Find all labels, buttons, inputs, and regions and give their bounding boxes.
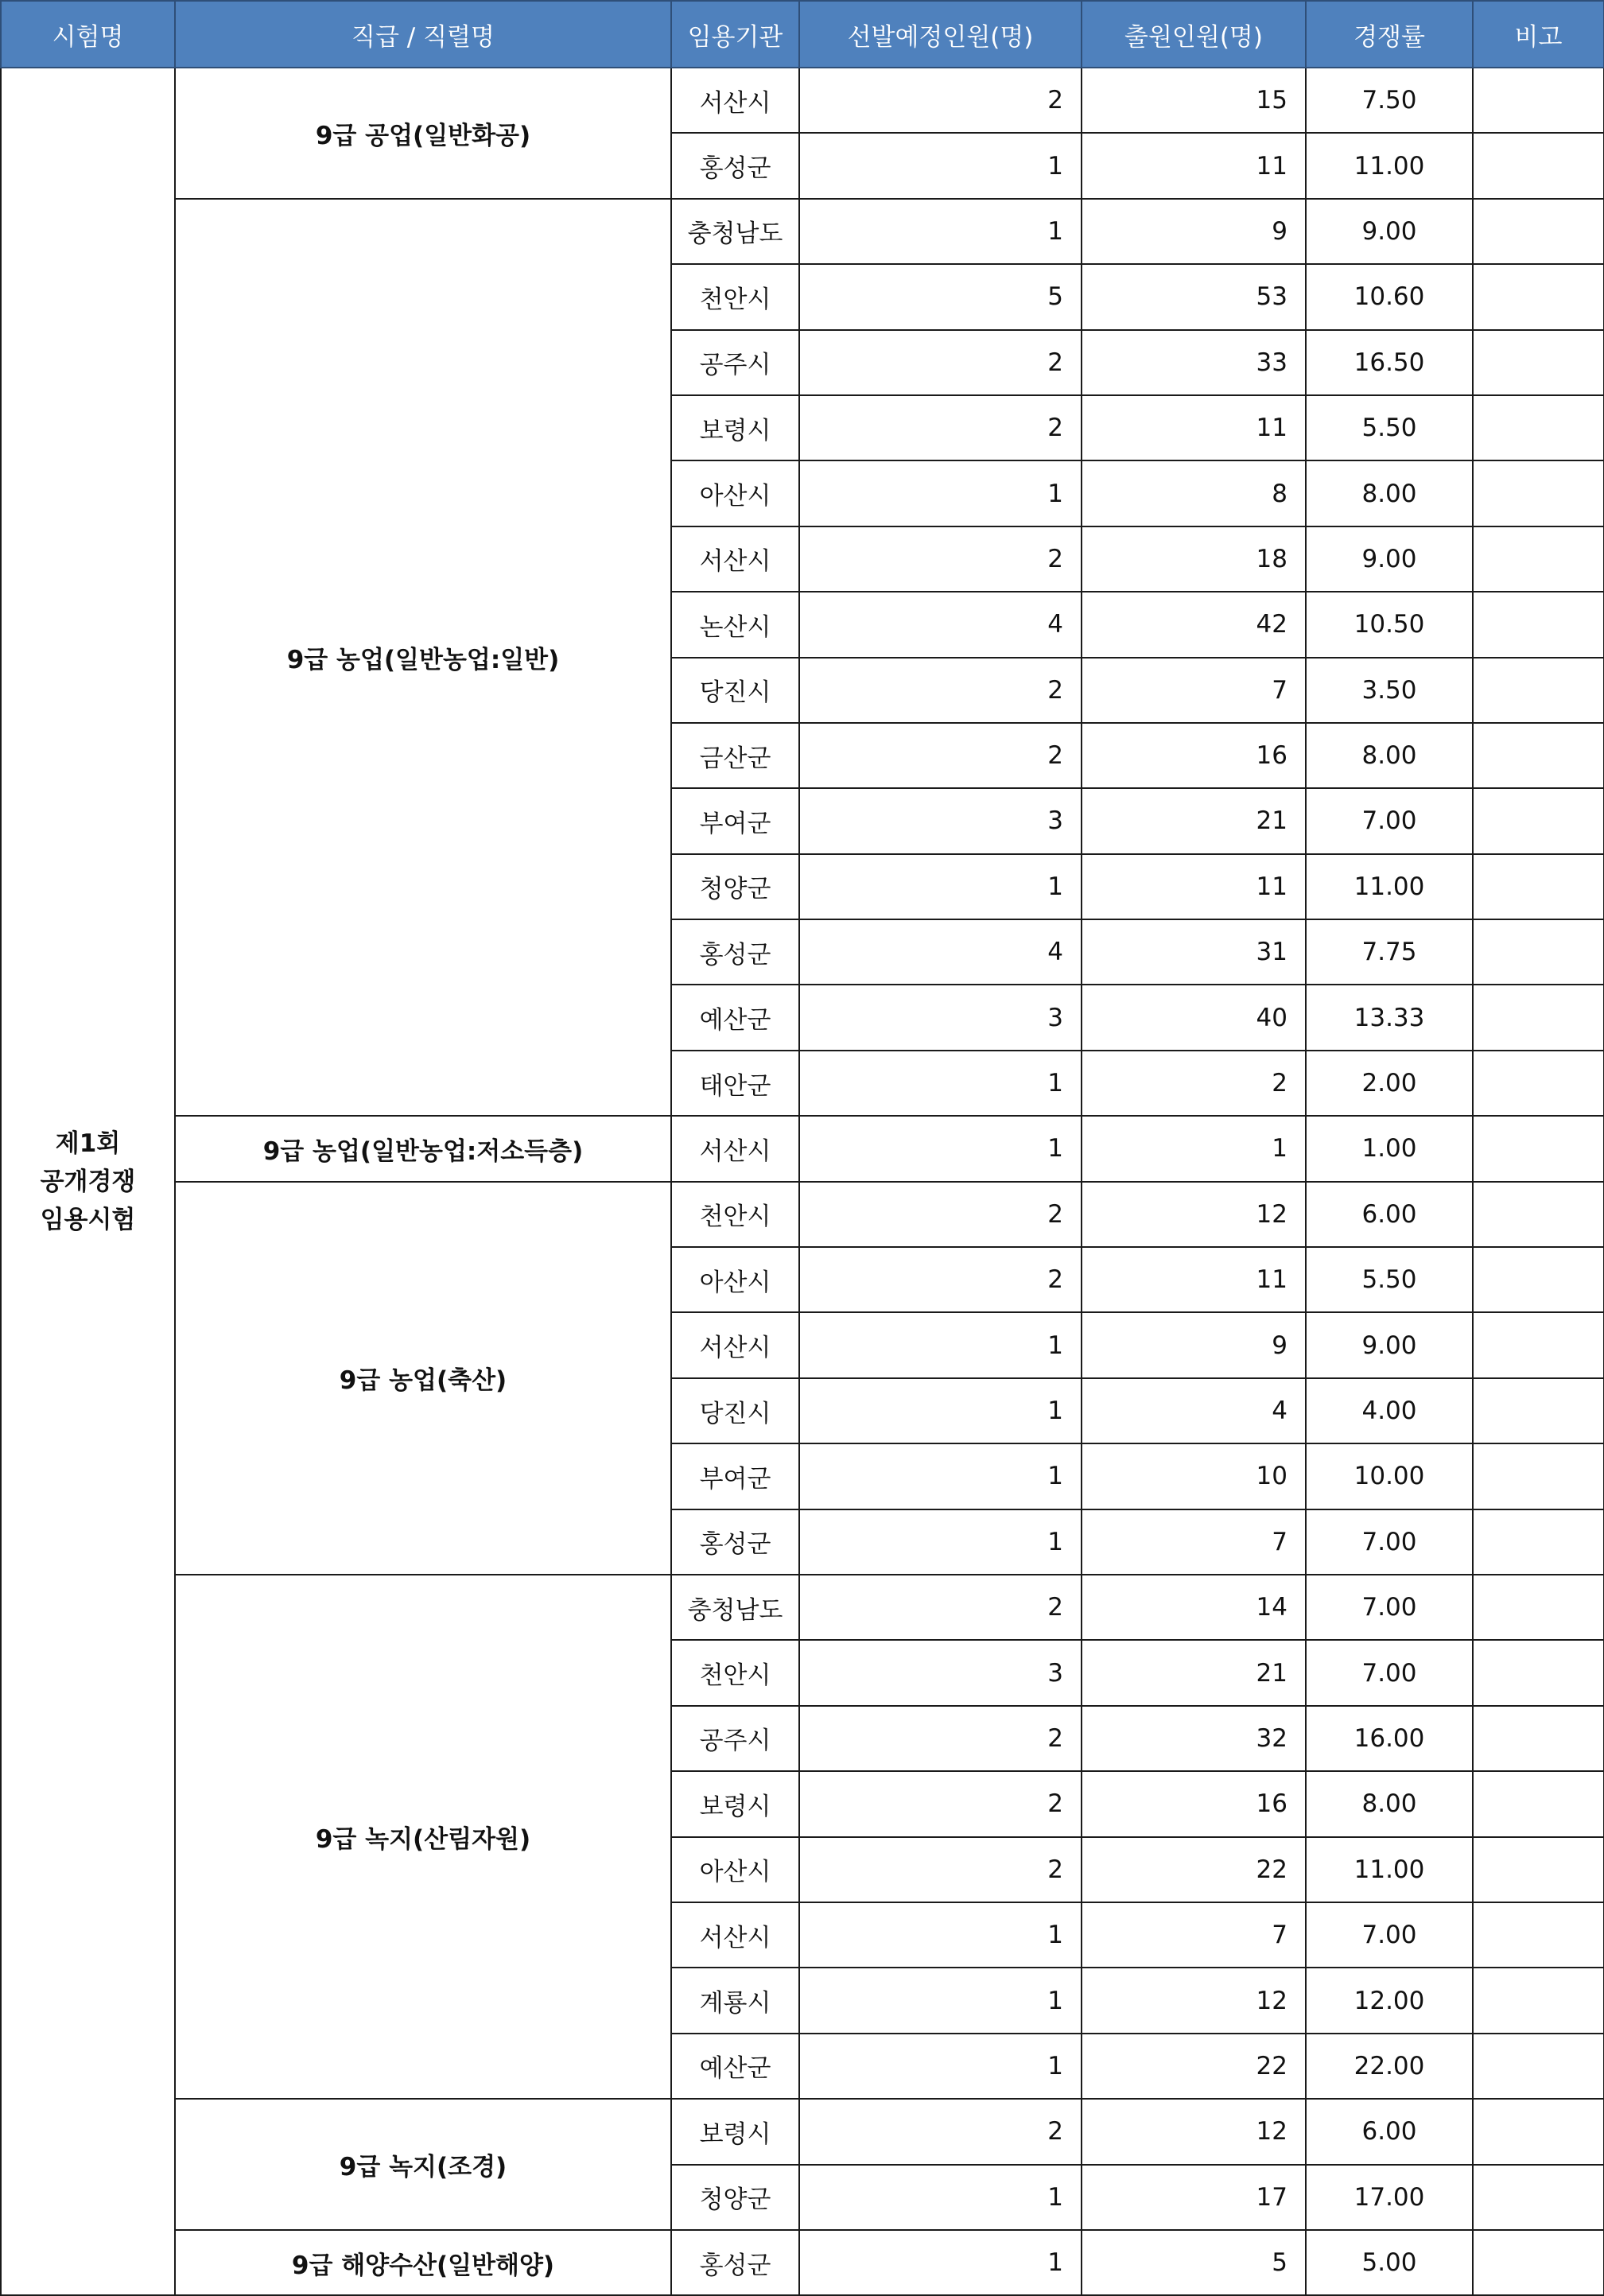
org-cell: 홍성군 xyxy=(671,919,799,985)
competition-ratio-cell: 7.50 xyxy=(1306,68,1473,133)
note-cell xyxy=(1473,985,1604,1050)
planned-count-cell: 3 xyxy=(799,788,1082,853)
header-org: 임용기관 xyxy=(671,1,799,68)
note-cell xyxy=(1473,788,1604,853)
planned-count-cell: 2 xyxy=(799,330,1082,395)
applicant-count-cell: 11 xyxy=(1082,854,1306,919)
table-row xyxy=(1,199,1604,264)
planned-count-cell: 1 xyxy=(799,133,1082,198)
planned-count-cell: 3 xyxy=(799,985,1082,1050)
table-body xyxy=(1,68,1604,2295)
competition-ratio-cell: 9.00 xyxy=(1306,1312,1473,1377)
applicant-count-cell: 7 xyxy=(1082,1902,1306,1968)
competition-ratio-cell: 7.00 xyxy=(1306,1640,1473,1705)
note-cell xyxy=(1473,264,1604,329)
org-cell: 서산시 xyxy=(671,1116,799,1181)
note-cell xyxy=(1473,1575,1604,1640)
note-cell xyxy=(1473,592,1604,657)
note-cell xyxy=(1473,2034,1604,2099)
position-cell: 9급 녹지(산림자원) xyxy=(175,1575,671,2099)
note-cell xyxy=(1473,460,1604,526)
note-cell xyxy=(1473,723,1604,788)
position-cell: 9급 농업(축산) xyxy=(175,1182,671,1575)
planned-count-cell: 4 xyxy=(799,592,1082,657)
competition-ratio-cell: 6.00 xyxy=(1306,2099,1473,2164)
planned-count-cell: 4 xyxy=(799,919,1082,985)
planned-count-cell: 1 xyxy=(799,2165,1082,2230)
position-cell: 9급 해양수산(일반해양) xyxy=(175,2230,671,2295)
org-cell: 충청남도 xyxy=(671,1575,799,1640)
note-cell xyxy=(1473,526,1604,592)
competition-ratio-cell: 10.50 xyxy=(1306,592,1473,657)
note-cell xyxy=(1473,919,1604,985)
header-note: 비고 xyxy=(1473,1,1604,68)
note-cell xyxy=(1473,1443,1604,1509)
competition-ratio-cell: 3.50 xyxy=(1306,658,1473,723)
org-cell: 천안시 xyxy=(671,1640,799,1705)
applicant-count-cell: 16 xyxy=(1082,723,1306,788)
org-cell: 홍성군 xyxy=(671,1509,799,1575)
planned-count-cell: 1 xyxy=(799,2230,1082,2295)
applicant-count-cell: 12 xyxy=(1082,1182,1306,1247)
competition-ratio-cell: 2.00 xyxy=(1306,1051,1473,1116)
planned-count-cell: 2 xyxy=(799,1706,1082,1771)
planned-count-cell: 1 xyxy=(799,460,1082,526)
applicant-count-cell: 15 xyxy=(1082,68,1306,133)
header-position: 직급 / 직렬명 xyxy=(175,1,671,68)
table-row xyxy=(1,2099,1604,2164)
org-cell: 아산시 xyxy=(671,460,799,526)
note-cell xyxy=(1473,199,1604,264)
competition-ratio-cell: 7.75 xyxy=(1306,919,1473,985)
note-cell xyxy=(1473,1116,1604,1181)
org-cell: 서산시 xyxy=(671,68,799,133)
applicant-count-cell: 31 xyxy=(1082,919,1306,985)
competition-ratio-cell: 5.00 xyxy=(1306,2230,1473,2295)
planned-count-cell: 1 xyxy=(799,199,1082,264)
planned-count-cell: 2 xyxy=(799,68,1082,133)
applicant-count-cell: 7 xyxy=(1082,1509,1306,1575)
planned-count-cell: 1 xyxy=(799,1509,1082,1575)
exam-name-line: 임용시험 xyxy=(40,1205,136,1234)
org-cell: 서산시 xyxy=(671,1902,799,1968)
competition-ratio-cell: 12.00 xyxy=(1306,1968,1473,2033)
org-cell: 부여군 xyxy=(671,1443,799,1509)
applicant-count-cell: 21 xyxy=(1082,1640,1306,1705)
org-cell: 천안시 xyxy=(671,1182,799,1247)
competition-ratio-cell: 1.00 xyxy=(1306,1116,1473,1181)
applicant-count-cell: 9 xyxy=(1082,199,1306,264)
position-cell: 9급 농업(일반농업:일반) xyxy=(175,199,671,1116)
competition-ratio-cell: 16.00 xyxy=(1306,1706,1473,1771)
applicant-count-cell: 7 xyxy=(1082,658,1306,723)
org-cell: 공주시 xyxy=(671,330,799,395)
applicant-count-cell: 33 xyxy=(1082,330,1306,395)
competition-ratio-cell: 5.50 xyxy=(1306,1247,1473,1312)
applicant-count-cell: 18 xyxy=(1082,526,1306,592)
org-cell: 계룡시 xyxy=(671,1968,799,2033)
org-cell: 서산시 xyxy=(671,526,799,592)
org-cell: 당진시 xyxy=(671,658,799,723)
competition-ratio-cell: 17.00 xyxy=(1306,2165,1473,2230)
planned-count-cell: 1 xyxy=(799,1116,1082,1181)
org-cell: 아산시 xyxy=(671,1837,799,1902)
applicant-count-cell: 11 xyxy=(1082,133,1306,198)
note-cell xyxy=(1473,2099,1604,2164)
header-row xyxy=(1,1,1604,68)
applicant-count-cell: 4 xyxy=(1082,1378,1306,1443)
org-cell: 부여군 xyxy=(671,788,799,853)
applicant-count-cell: 10 xyxy=(1082,1443,1306,1509)
planned-count-cell: 1 xyxy=(799,1902,1082,1968)
applicant-count-cell: 32 xyxy=(1082,1706,1306,1771)
competition-ratio-cell: 7.00 xyxy=(1306,1509,1473,1575)
planned-count-cell: 1 xyxy=(799,2034,1082,2099)
applicant-count-cell: 8 xyxy=(1082,460,1306,526)
applicant-count-cell: 16 xyxy=(1082,1771,1306,1836)
note-cell xyxy=(1473,1771,1604,1836)
note-cell xyxy=(1473,1902,1604,1968)
org-cell: 서산시 xyxy=(671,1312,799,1377)
applicant-count-cell: 22 xyxy=(1082,1837,1306,1902)
competition-ratio-cell: 8.00 xyxy=(1306,723,1473,788)
competition-ratio-cell: 9.00 xyxy=(1306,199,1473,264)
table-row xyxy=(1,68,1604,133)
applicant-count-cell: 42 xyxy=(1082,592,1306,657)
position-cell: 9급 녹지(조경) xyxy=(175,2099,671,2230)
header-ratio: 경쟁률 xyxy=(1306,1,1473,68)
note-cell xyxy=(1473,1968,1604,2033)
position-cell: 9급 농업(일반농업:저소득층) xyxy=(175,1116,671,1181)
planned-count-cell: 2 xyxy=(799,723,1082,788)
competition-ratio-cell: 7.00 xyxy=(1306,1575,1473,1640)
competition-ratio-cell: 13.33 xyxy=(1306,985,1473,1050)
org-cell: 청양군 xyxy=(671,854,799,919)
note-cell xyxy=(1473,658,1604,723)
planned-count-cell: 2 xyxy=(799,658,1082,723)
org-cell: 충청남도 xyxy=(671,199,799,264)
note-cell xyxy=(1473,68,1604,133)
competition-ratio-cell: 10.60 xyxy=(1306,264,1473,329)
planned-count-cell: 2 xyxy=(799,526,1082,592)
exam-name-cell xyxy=(1,68,175,2295)
planned-count-cell: 1 xyxy=(799,1968,1082,2033)
applicant-count-cell: 11 xyxy=(1082,395,1306,460)
note-cell xyxy=(1473,1247,1604,1312)
competition-ratio-cell: 8.00 xyxy=(1306,1771,1473,1836)
applicant-count-cell: 12 xyxy=(1082,2099,1306,2164)
note-cell xyxy=(1473,1706,1604,1771)
competition-ratio-cell: 10.00 xyxy=(1306,1443,1473,1509)
applicant-count-cell: 17 xyxy=(1082,2165,1306,2230)
org-cell: 홍성군 xyxy=(671,133,799,198)
org-cell: 논산시 xyxy=(671,592,799,657)
note-cell xyxy=(1473,133,1604,198)
applicant-count-cell: 53 xyxy=(1082,264,1306,329)
competition-ratio-cell: 6.00 xyxy=(1306,1182,1473,1247)
planned-count-cell: 1 xyxy=(799,1378,1082,1443)
competition-ratio-cell: 5.50 xyxy=(1306,395,1473,460)
planned-count-cell: 3 xyxy=(799,1640,1082,1705)
note-cell xyxy=(1473,1182,1604,1247)
note-cell xyxy=(1473,1509,1604,1575)
planned-count-cell: 2 xyxy=(799,395,1082,460)
competition-ratio-cell: 16.50 xyxy=(1306,330,1473,395)
note-cell xyxy=(1473,395,1604,460)
note-cell xyxy=(1473,330,1604,395)
exam-name-line: 공개경쟁 xyxy=(40,1167,136,1196)
note-cell xyxy=(1473,1051,1604,1116)
org-cell: 아산시 xyxy=(671,1247,799,1312)
note-cell xyxy=(1473,1640,1604,1705)
table-row xyxy=(1,2230,1604,2295)
org-cell: 보령시 xyxy=(671,2099,799,2164)
applicant-count-cell: 2 xyxy=(1082,1051,1306,1116)
planned-count-cell: 1 xyxy=(799,1312,1082,1377)
position-cell: 9급 공업(일반화공) xyxy=(175,68,671,199)
planned-count-cell: 2 xyxy=(799,1182,1082,1247)
header-planned: 선발예정인원(명) xyxy=(799,1,1082,68)
competition-ratio-cell: 7.00 xyxy=(1306,1902,1473,1968)
competition-ratio-cell: 8.00 xyxy=(1306,460,1473,526)
competition-ratio-cell: 11.00 xyxy=(1306,133,1473,198)
note-cell xyxy=(1473,2230,1604,2295)
applicant-count-cell: 1 xyxy=(1082,1116,1306,1181)
applicant-count-cell: 11 xyxy=(1082,1247,1306,1312)
applicant-count-cell: 22 xyxy=(1082,2034,1306,2099)
planned-count-cell: 2 xyxy=(799,1837,1082,1902)
org-cell: 홍성군 xyxy=(671,2230,799,2295)
planned-count-cell: 2 xyxy=(799,1771,1082,1836)
org-cell: 천안시 xyxy=(671,264,799,329)
exam-name-line: 제1회 xyxy=(55,1129,121,1158)
applicant-count-cell: 9 xyxy=(1082,1312,1306,1377)
competition-ratio-cell: 4.00 xyxy=(1306,1378,1473,1443)
applicant-count-cell: 5 xyxy=(1082,2230,1306,2295)
note-cell xyxy=(1473,1837,1604,1902)
org-cell: 예산군 xyxy=(671,985,799,1050)
note-cell xyxy=(1473,1378,1604,1443)
table-row xyxy=(1,1116,1604,1181)
note-cell xyxy=(1473,1312,1604,1377)
org-cell: 예산군 xyxy=(671,2034,799,2099)
org-cell: 태안군 xyxy=(671,1051,799,1116)
note-cell xyxy=(1473,2165,1604,2230)
table-row xyxy=(1,1575,1604,1640)
applicant-count-cell: 21 xyxy=(1082,788,1306,853)
org-cell: 보령시 xyxy=(671,395,799,460)
note-cell xyxy=(1473,854,1604,919)
planned-count-cell: 2 xyxy=(799,2099,1082,2164)
competition-ratio-cell: 22.00 xyxy=(1306,2034,1473,2099)
competition-ratio-cell: 9.00 xyxy=(1306,526,1473,592)
applicant-count-cell: 12 xyxy=(1082,1968,1306,2033)
planned-count-cell: 2 xyxy=(799,1247,1082,1312)
planned-count-cell: 1 xyxy=(799,1443,1082,1509)
org-cell: 공주시 xyxy=(671,1706,799,1771)
competition-ratio-cell: 11.00 xyxy=(1306,854,1473,919)
applicant-count-cell: 40 xyxy=(1082,985,1306,1050)
competition-ratio-cell: 11.00 xyxy=(1306,1837,1473,1902)
header-applicants: 출원인원(명) xyxy=(1082,1,1306,68)
competition-ratio-cell: 7.00 xyxy=(1306,788,1473,853)
planned-count-cell: 5 xyxy=(799,264,1082,329)
org-cell: 보령시 xyxy=(671,1771,799,1836)
planned-count-cell: 2 xyxy=(799,1575,1082,1640)
header-exam: 시험명 xyxy=(1,1,175,68)
planned-count-cell: 1 xyxy=(799,854,1082,919)
applicant-count-cell: 14 xyxy=(1082,1575,1306,1640)
org-cell: 청양군 xyxy=(671,2165,799,2230)
planned-count-cell: 1 xyxy=(799,1051,1082,1116)
table-row xyxy=(1,1182,1604,1247)
org-cell: 당진시 xyxy=(671,1378,799,1443)
org-cell: 금산군 xyxy=(671,723,799,788)
